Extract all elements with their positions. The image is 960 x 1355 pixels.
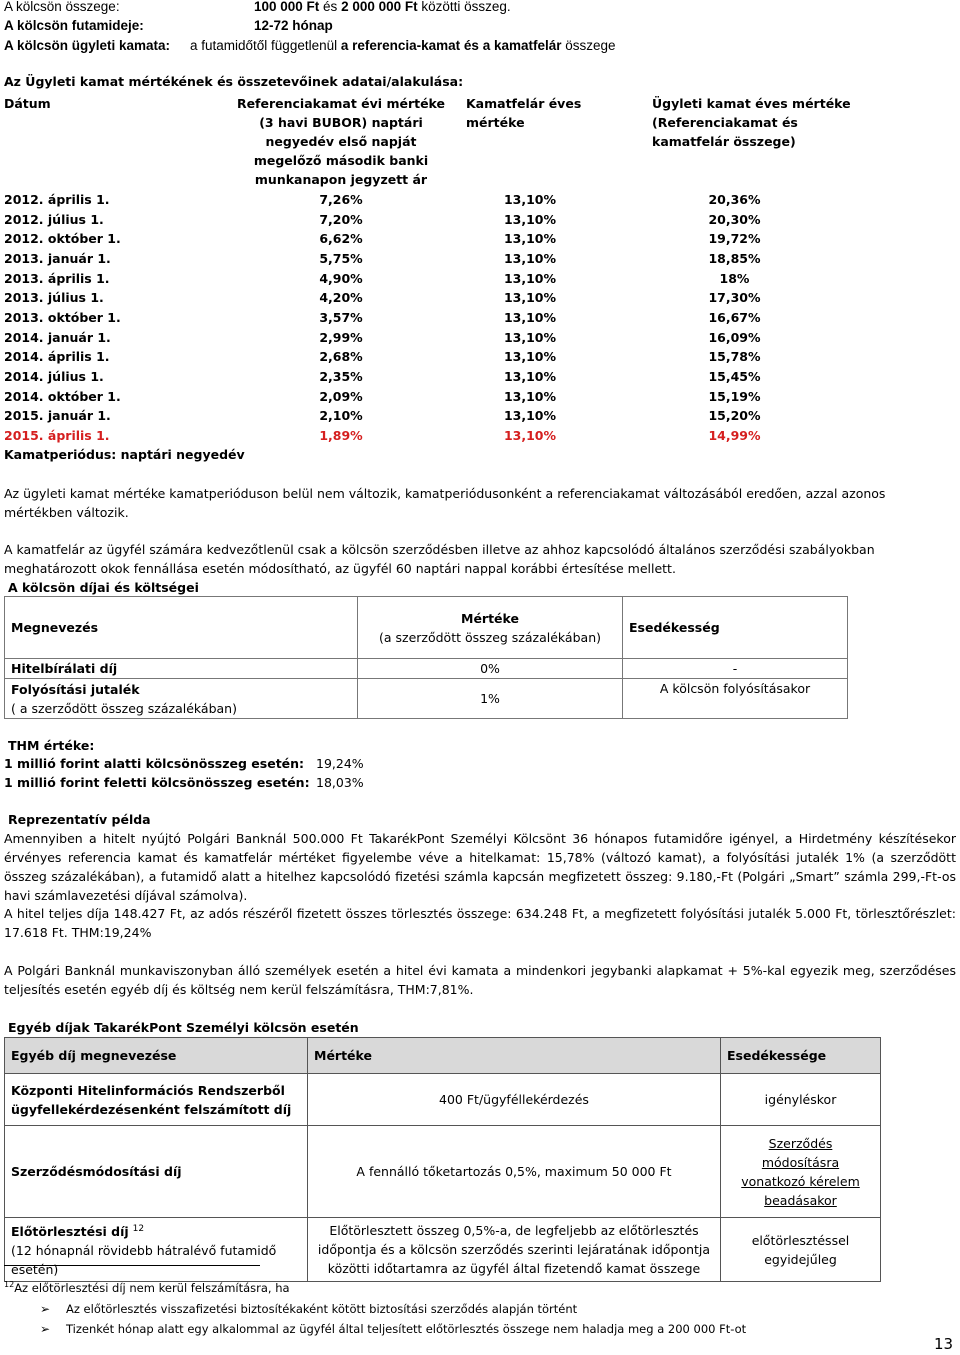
rate-reference: 6,62% (319, 231, 363, 247)
footnote-divider (4, 1265, 260, 1266)
thm-below-value: 19,24% (316, 756, 364, 771)
rate-reference: 2,35% (319, 368, 363, 384)
rate-total: 16,09% (708, 329, 761, 345)
rate-header-total: Ügyleti kamat éves mértéke (Referenciakamat és kamatfelár összege) (652, 96, 851, 149)
rate-header-margin: Kamatfelár éves mértéke (466, 96, 582, 130)
rate-margin: 13,10% (503, 408, 557, 424)
rate-date: 2013. október 1. (4, 309, 121, 325)
arrow-bullet-icon: ➢ (40, 1302, 51, 1316)
rate-total: 18,85% (708, 250, 761, 266)
rate-date: 2014. január 1. (4, 329, 111, 345)
rate-date: 2014. április 1. (4, 349, 110, 365)
rate-total: 15,78% (708, 349, 761, 365)
rate-reference: 2,09% (319, 388, 363, 404)
other-fee-rate: 400 Ft/ügyféllekérdezés (308, 1074, 721, 1126)
thm-above-value: 18,03% (316, 775, 364, 790)
rate-row (0, 229, 960, 249)
rate-date: 2013. július 1. (4, 290, 104, 306)
rate-date: 2015. január 1. (4, 408, 111, 424)
rate-margin: 13,10% (503, 250, 557, 266)
other-fee-name: Szerződésmódosítási díj (5, 1126, 308, 1218)
rate-margin: 13,10% (503, 368, 557, 384)
other-fee-rate: A fennálló tőketartozás 0,5%, maximum 50 000 Ft (308, 1126, 721, 1218)
rate-total: 17,30% (708, 290, 761, 306)
rate-reference: 1,89% (319, 427, 363, 443)
rate-total: 20,30% (708, 211, 761, 227)
rate-total: 15,45% (708, 368, 761, 384)
fees-title: A kölcsön díjai és költségei (8, 580, 199, 595)
rate-margin: 13,10% (503, 388, 557, 404)
loan-rate-value: a futamidőtől függetlenül a referencia-kamat és a kamatfelár összege (190, 38, 616, 53)
rate-date: 2012. április 1. (4, 192, 110, 207)
example-paragraph-2: A hitel teljes díja 148.427 Ft, az adós részéről fizetett összes törlesztés összege: 634.248 Ft, a megfizetett folyósítási jutalék 5.000 Ft, törlesztőrészlet: 17.618 Ft. THM:19,24% (4, 906, 956, 940)
rate-date: 2013. január 1. (4, 250, 111, 266)
rate-row (0, 288, 960, 308)
rate-margin: 13,10% (503, 349, 557, 365)
fee-row-rate: 1% (358, 679, 623, 719)
other-fee-name: Központi Hitelinformációs Rendszerből ügyfellekérdezésenként felszámított díj (5, 1074, 308, 1126)
rate-reference: 7,20% (319, 211, 363, 227)
loan-amount-label: A kölcsön összege: (4, 0, 120, 14)
rate-table-intro: Az Ügyleti kamat mértékének és összetevőinek adatai/alakulása: (4, 74, 464, 89)
rate-total: 16,67% (708, 309, 761, 325)
rate-row (0, 269, 960, 289)
rate-margin: 13,10% (503, 211, 557, 227)
rate-date: 2014. július 1. (4, 368, 104, 384)
loan-term-label: A kölcsön futamideje: (4, 18, 144, 33)
rate-reference: 7,26% (319, 192, 363, 207)
rate-row (0, 367, 960, 387)
rate-change-paragraph: Az ügyleti kamat mértéke kamatperióduson belül nem változik, kamatperiódusonként a referenciakamat változásából eredően, azzal azonos mértékben változik. (4, 486, 886, 520)
other-fees-header-name: Egyéb díj megnevezése (5, 1038, 308, 1074)
rate-date: 2015. április 1. (4, 427, 110, 443)
rate-margin: 13,10% (503, 231, 557, 247)
rate-header-date: Dátum (4, 96, 51, 111)
rate-reference: 4,90% (319, 270, 363, 286)
rate-row (0, 190, 960, 210)
margin-change-paragraph: A kamatfelár az ügyfél számára kedvezőtlenül csak a kölcsön szerződésben illetve az ahhoz kapcsolódó általános szerződési szabályokban meghatározott okok fennállása esetén módosítható, az ügyfél 60 naptári nappal korábbi értesítése mellett. (4, 542, 875, 576)
other-fees-title: Egyéb díjak TakarékPont Személyi kölcsön esetén (8, 1020, 359, 1035)
page-number: 13 (934, 1335, 954, 1353)
rate-row (0, 249, 960, 269)
rate-row (0, 308, 960, 328)
thm-title: THM értéke: (8, 738, 95, 753)
other-fee-name: Előtörlesztési díj $^{12}$ (12 hónapnál rövidebb hátralévő futamidő esetén) (5, 1218, 308, 1282)
rate-date: 2013. április 1. (4, 270, 110, 286)
thm-above-label: 1 millió forint feletti kölcsönösszeg esetén: (4, 775, 310, 790)
rate-row (0, 210, 960, 230)
rate-margin: 13,10% (503, 270, 557, 286)
rate-total: 15,19% (708, 388, 761, 404)
other-fees-table (4, 1037, 881, 1282)
loan-amount-value: 100 000 Ft és 2 000 000 Ft közötti összeg. (254, 0, 511, 14)
rate-row (0, 328, 960, 348)
footnote: $^{12}$Az előtörlesztési díj nem kerül felszámításra, ha (4, 1280, 290, 1295)
loan-rate-label: A kölcsön ügyleti kamata: (4, 38, 171, 53)
other-fee-due: Szerződés módosításra vonatkozó kérelem beadásakor (721, 1126, 881, 1218)
rate-reference: 4,20% (319, 290, 363, 306)
rate-date: 2012. október 1. (4, 231, 121, 247)
fee-row-due: - (623, 659, 848, 679)
interest-period-note: Kamatperiódus: naptári negyedév (4, 447, 245, 462)
rate-total: 20,36% (708, 192, 761, 207)
rate-header-reference: Referenciakamat évi mértéke (3 havi BUBOR) naptári negyedév első napját megelőző második banki munkanapon jegyzett ár (236, 96, 446, 187)
other-fee-rate: Előtörlesztett összeg 0,5%-a, de legfeljebb az előtörlesztés időpontja és a kölcsön szerződés szerinti lejáratának időpontja közötti időtartamra az ügyfél által fizetendő kamat összege (308, 1218, 721, 1282)
rate-row (0, 387, 960, 407)
other-fees-header-due: Esedékessége (721, 1038, 881, 1074)
rate-row (0, 347, 960, 367)
footnote-ref: 12 (132, 1224, 145, 1234)
rate-date: 2012. július 1. (4, 211, 104, 227)
fee-row-rate: 0% (358, 659, 623, 679)
rate-total: 15,20% (708, 408, 761, 424)
rate-margin: 13,10% (503, 309, 557, 325)
other-fees-header-rate: Mértéke (308, 1038, 721, 1074)
rate-row (0, 426, 960, 446)
rate-reference: 2,99% (319, 329, 363, 345)
rate-reference: 2,10% (319, 408, 363, 424)
rate-margin: 13,10% (503, 427, 557, 443)
loan-term-value: 12-72 hónap (254, 18, 333, 33)
fees-table (4, 596, 848, 719)
fee-row-name: Hitelbírálati díj (5, 659, 358, 679)
rate-margin: 13,10% (503, 329, 557, 345)
example-title: Reprezentatív példa (8, 812, 151, 827)
fees-header-rate: Mértéke (a szerződött összeg százalékában) (358, 597, 623, 659)
example-paragraph-1: Amennyiben a hitelt nyújtó Polgári Banknál 500.000 Ft TakarékPont Személyi Kölcsönt 36 hónapos futamidőre igényel, a Hirdetmény készítésekor érvényes referencia kamat és kamatfelár mértéket figyelembe véve a hitelkamat: 15,78% (változó kamat), a folyósítási jutalék 1% (a szerződött összeg százalékában), a futamidő alatt a hitelhez kapcsolódó fizetési számla kapcsán megfizetett összeg: 9.180,-Ft (Polgári „Smart” számla 299,-Ft-os havi számlavezetési díjával számolva). (4, 831, 956, 903)
fee-row-name: Folyósítási jutalék ( a szerződött összeg százalékában) (5, 679, 358, 719)
fee-row-due: A kölcsön folyósításakor (623, 679, 848, 719)
rate-date: 2014. október 1. (4, 388, 121, 404)
rate-reference: 2,68% (319, 349, 363, 365)
other-fee-due: igényléskor (721, 1074, 881, 1126)
thm-below-label: 1 millió forint alatti kölcsönösszeg esetén: (4, 756, 305, 771)
rate-total: 19,72% (708, 231, 761, 247)
rate-reference: 3,57% (319, 309, 363, 325)
rate-reference: 5,75% (319, 250, 363, 266)
arrow-bullet-icon: ➢ (40, 1322, 51, 1336)
rate-margin: 13,10% (503, 192, 557, 207)
rate-row (0, 406, 960, 426)
other-fee-due: előtörlesztéssel egyidejűleg (721, 1218, 881, 1282)
fees-header-due: Esedékesség (623, 597, 848, 659)
rate-margin: 13,10% (503, 290, 557, 306)
fees-header-name: Megnevezés (5, 597, 358, 659)
example-paragraph-3: A Polgári Banknál munkaviszonyban álló személyek esetén a hitel évi kamata a mindenkori jegybanki alapkamat + 5%-kal egyezik meg, szerződéses teljesítés esetén egyéb díj és költség nem kerül felszámításra, THM:7,81%. (4, 963, 956, 997)
rate-total: 18% (719, 270, 750, 286)
rate-total: 14,99% (708, 427, 761, 443)
